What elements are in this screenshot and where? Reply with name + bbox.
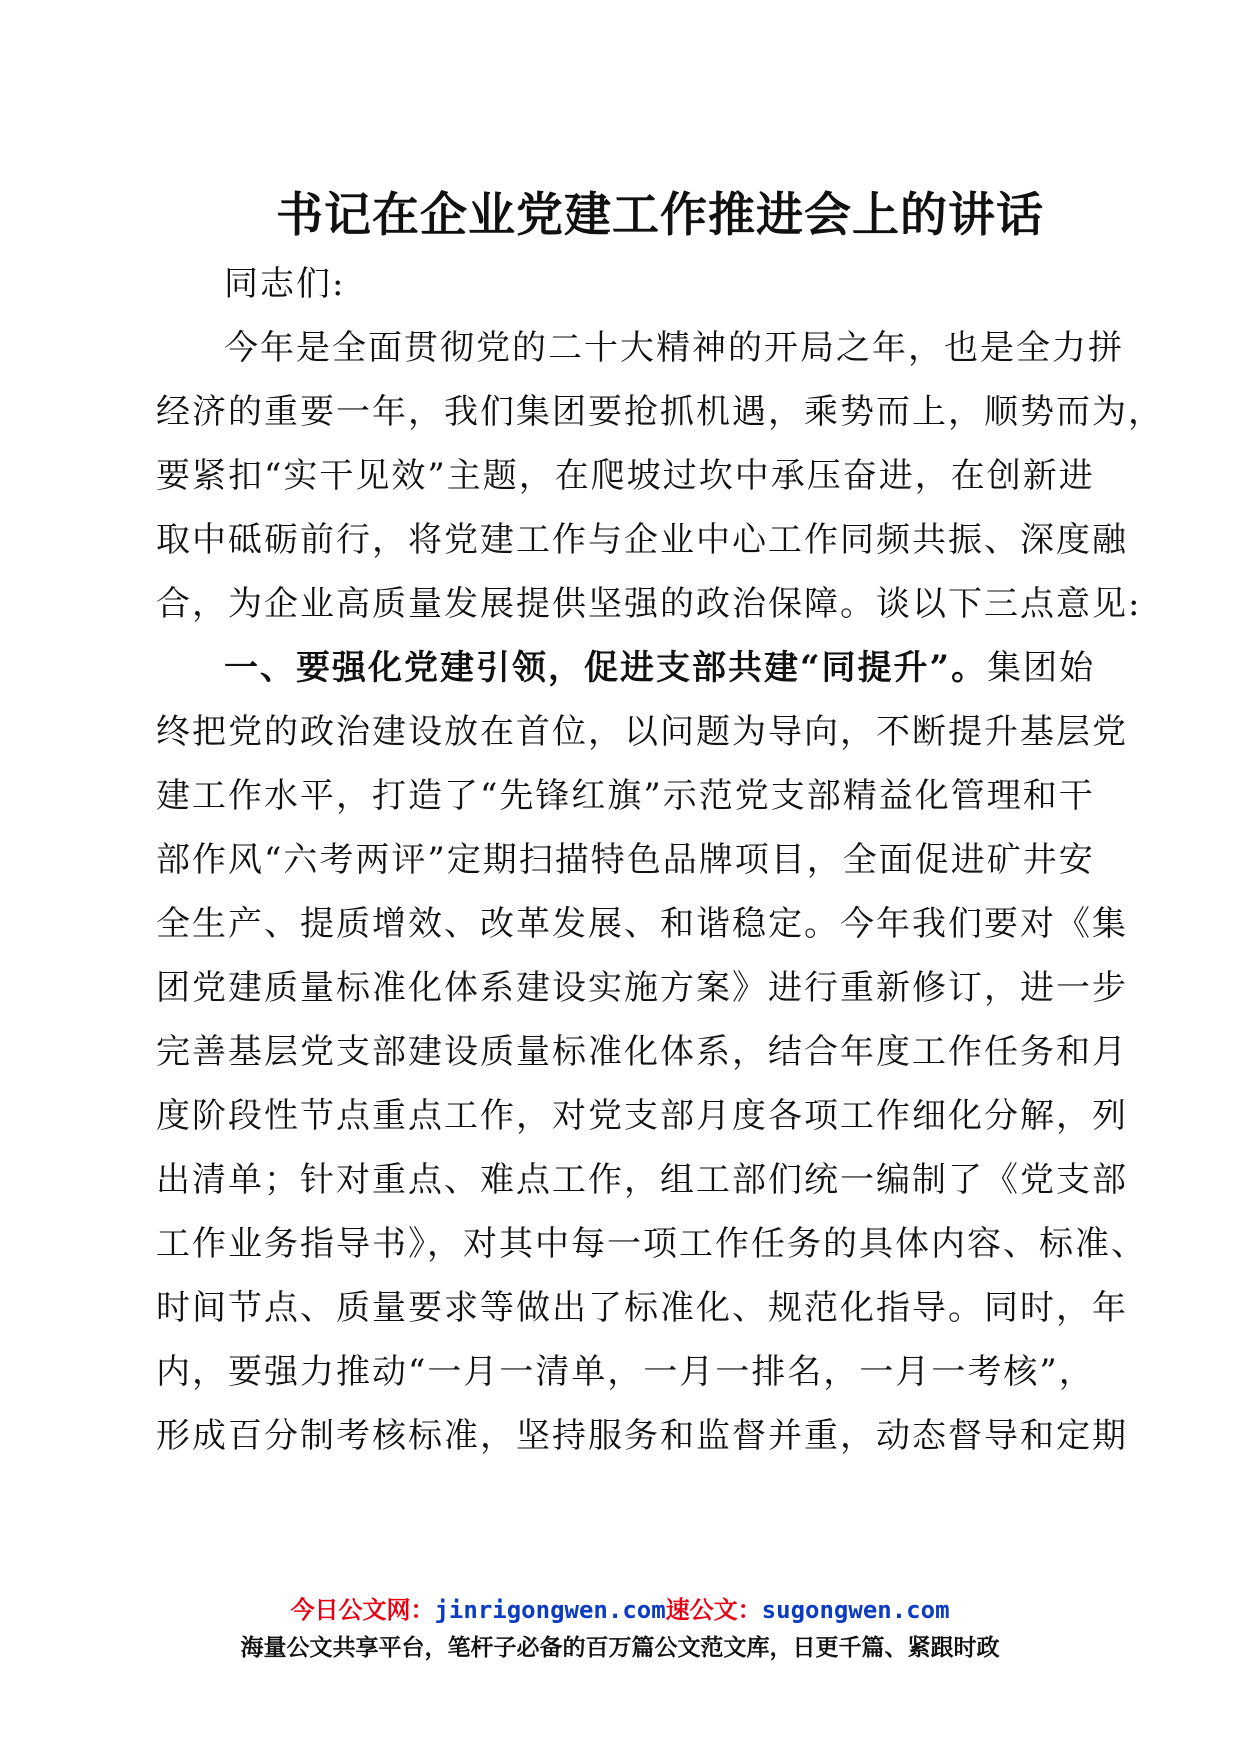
paragraph-line: 工作业务指导书》，对其中每一项工作任务的具体内容、标准、 [156, 1224, 1147, 1264]
footer-slogan: 海量公文共享平台，笔杆子必备的百万篇公文范文库，日更千篇、紧跟时政 [240, 1635, 1000, 1661]
paragraph-line: 全生产、提质增效、改革发展、和谐稳定。今年我们要对《集 [156, 904, 1128, 944]
site2-link[interactable]: sugongwen.com [761, 1596, 950, 1624]
paragraph-line: 出清单；针对重点、难点工作，组工部们统一编制了《党支部 [156, 1160, 1128, 1200]
paragraph-line: 形成百分制考核标准，坚持服务和监督并重，动态督导和定期 [156, 1416, 1128, 1456]
site1-name: 今日公文网： [290, 1596, 435, 1624]
paragraph-line: 完善基层党支部建设质量标准化体系，结合年度工作任务和月 [156, 1032, 1128, 1072]
document-title: 书记在企业党建工作推进会上的讲话 [276, 188, 1044, 243]
paragraph-text: 集团始 [987, 648, 1096, 688]
document-body [156, 252, 1164, 1468]
site2-name: 速公文： [665, 1596, 762, 1624]
footer-banner [0, 1591, 1240, 1667]
paragraph-line: 今年是全面贯彻党的二十大精神的开局之年，也是全力拼 [224, 328, 1124, 368]
section-heading: 一、要强化党建引领，促进支部共建“同提升”。 [224, 648, 988, 688]
paragraph-line: 时间节点、质量要求等做出了标准化、规范化指导。同时，年 [156, 1288, 1128, 1328]
paragraph-line: 终把党的政治建设放在首位，以问题为导向，不断提升基层党 [156, 712, 1128, 752]
paragraph-line: 团党建质量标准化体系建设实施方案》进行重新修订，进一步 [156, 968, 1128, 1008]
section-heading-line [156, 636, 1096, 700]
paragraph-line: 取中砥砺前行，将党建工作与企业中心工作同频共振、深度融 [156, 520, 1128, 560]
paragraph-line: 经济的重要一年，我们集团要抢抓机遇，乘势而上，顺势而为， [156, 392, 1164, 432]
site1-link[interactable]: jinrigongwen.com [434, 1596, 666, 1624]
paragraph-line: 度阶段性节点重点工作，对党支部月度各项工作细化分解，列 [156, 1096, 1128, 1136]
footer-links [0, 1591, 1240, 1629]
paragraph-line: 内，要强力推动“一月一清单，一月一排名，一月一考核”， [156, 1352, 1095, 1392]
paragraph-line: 要紧扣“实干见效”主题，在爬坡过坎中承压奋进，在创新进 [156, 456, 1095, 496]
paragraph-line: 合，为企业高质量发展提供坚强的政治保障。谈以下三点意见: [156, 584, 1142, 624]
salutation: 同志们: [224, 264, 346, 304]
paragraph-line: 建工作水平，打造了“先锋红旗”示范党支部精益化管理和干 [156, 776, 1095, 816]
paragraph-line: 部作风“六考两评”定期扫描特色品牌项目，全面促进矿井安 [156, 840, 1095, 880]
